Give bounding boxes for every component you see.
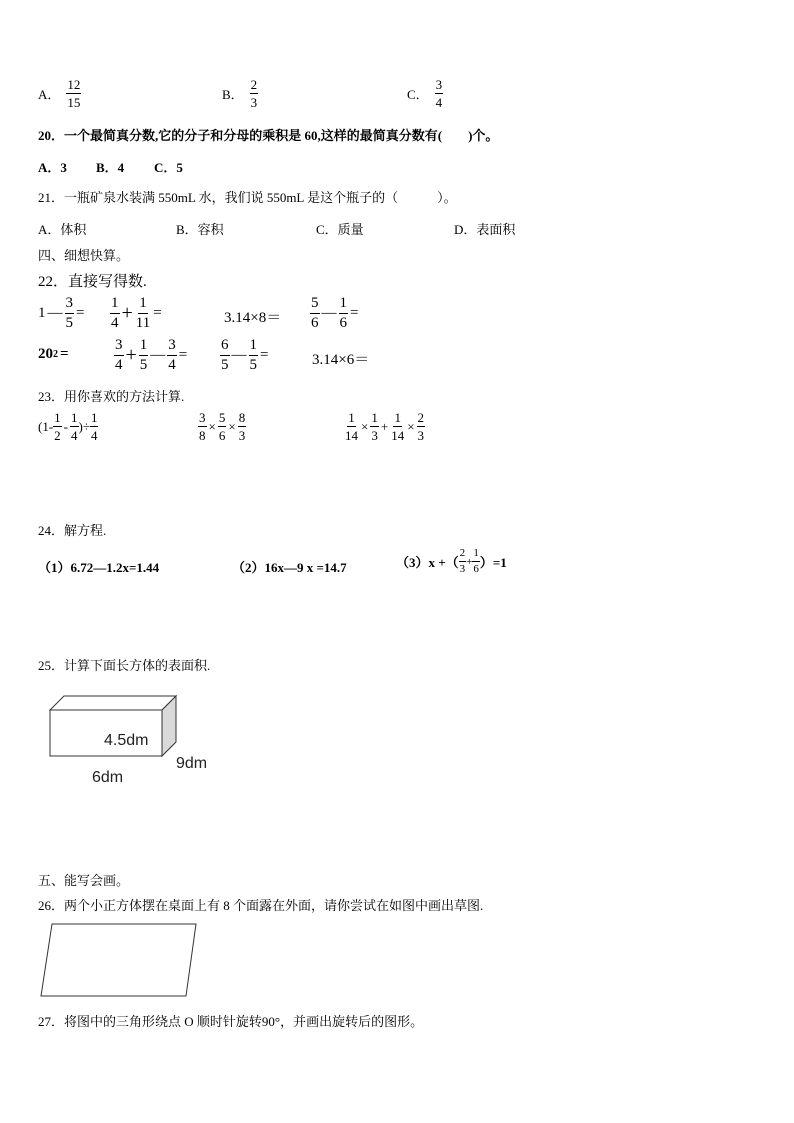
q22-expr-1: 1 — $\frac{3}{5}$ =	[38, 295, 85, 331]
q24-equation-2: （2）16x—9 x =14.7	[232, 560, 347, 575]
parallelogram-drawing-area	[36, 920, 206, 1002]
q20-option-b: B．4	[96, 160, 125, 175]
cuboid-diagram	[40, 690, 230, 790]
q21-option-b: B．容积	[176, 222, 224, 237]
cuboid-top-face	[50, 696, 176, 710]
q20-option-c: C．5	[154, 160, 183, 175]
q19-option-c-fraction: $\frac{3}{4}$	[435, 77, 443, 110]
q22-expr-3: 3.14×8＝	[224, 310, 282, 326]
q21-option-d: D．表面积	[454, 222, 516, 237]
q22-expr-6: $\frac{3}{4}$ + $\frac{1}{5}$ — $\frac{3}{4}$ =	[115, 337, 188, 373]
q19-option-a: A． $\frac{12}{15}$	[38, 77, 81, 110]
section-4-heading: 四、细想快算。	[38, 248, 130, 263]
q23-calc-3: $\frac{1}{14}$ × $\frac{1}{3}$ + $\frac{1}{14}$ × $\frac{2}{3}$	[345, 410, 425, 443]
q19-option-b: B． $\frac{2}{3}$	[222, 77, 258, 110]
cuboid-length-label: 6dm	[92, 769, 124, 786]
q19-option-b-fraction: $\frac{2}{3}$	[250, 77, 258, 110]
q26-question: 26．两个小正方体摆在桌面上有 8 个面露在外面，请你尝试在如图中画出草图.	[38, 898, 484, 913]
q22-expr-4: $\frac{5}{6}$ — $\frac{1}{6}$ =	[311, 295, 359, 331]
cuboid-side-face	[162, 696, 176, 756]
q19-option-a-fraction: $\frac{12}{15}$	[67, 77, 81, 110]
section-5-heading: 五、能写会画。	[38, 873, 130, 888]
q22-expr-2: $\frac{1}{4}$ + $\frac{1}{11}$ =	[111, 295, 162, 331]
q23-calc-2: $\frac{3}{8}$ × $\frac{5}{6}$ × $\frac{8}{3}$	[199, 410, 246, 443]
q20-question: 20．一个最简真分数,它的分子和分母的乘积是 60,这样的最简真分数有( )个。	[38, 128, 499, 143]
q21-option-a: A．体积	[38, 222, 87, 237]
q22-title: 22．直接写得数.	[38, 274, 147, 290]
q23-calc-1: (1- $\frac{1}{2}$ - $\frac{1}{4}$ )÷ $\frac{1}{4}$	[38, 410, 98, 443]
q27-question: 27．将图中的三角形绕点 O 顺时针旋转90°，并画出旋转后的图形。	[38, 1014, 424, 1029]
q19-option-c: C． $\frac{3}{4}$	[407, 77, 443, 110]
q20-option-a: A．3	[38, 160, 67, 175]
q22-expr-5: 20 2 =	[38, 346, 69, 362]
cuboid-width-label: 9dm	[176, 755, 208, 772]
q23-title: 23．用你喜欢的方法计算.	[38, 389, 185, 404]
q22-expr-8: 3.14×6＝	[312, 352, 370, 368]
cuboid-height-label: 4.5dm	[104, 732, 149, 749]
q24-equation-1: （1）6.72—1.2x=1.44	[38, 560, 160, 575]
q24-equation-3: （3）x +（ $\frac{2}{3}$ + $\frac{1}{6}$ ）=1	[396, 547, 507, 575]
q24-title: 24．解方程.	[38, 523, 107, 538]
q21-option-c: C．质量	[316, 222, 364, 237]
parallelogram-shape	[41, 924, 196, 996]
q22-expr-1-fraction: $\frac{3}{5}$	[65, 295, 73, 331]
q25-title: 25．计算下面长方体的表面积.	[38, 658, 211, 673]
q22-expr-7: $\frac{6}{5}$ — $\frac{1}{5}$ =	[221, 337, 269, 373]
q21-question: 21．一瓶矿泉水装满 550mL 水，我们说 550mL 是这个瓶子的（ ）。	[38, 190, 457, 205]
